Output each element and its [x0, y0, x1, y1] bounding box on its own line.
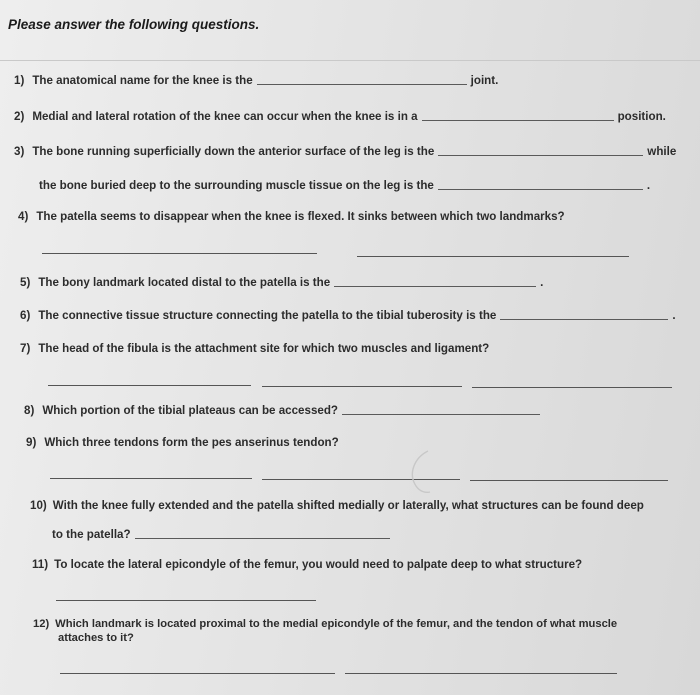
- answer-blank[interactable]: [257, 83, 467, 85]
- question-1: [14, 74, 498, 87]
- question-number: 5): [20, 276, 31, 289]
- question-11: [32, 558, 582, 571]
- question-number: 9): [26, 436, 37, 449]
- question-12-continued: [58, 632, 134, 644]
- answer-blank[interactable]: [60, 672, 335, 674]
- answer-blank[interactable]: [472, 386, 672, 388]
- question-number: 2): [14, 110, 25, 123]
- answer-blank[interactable]: [342, 413, 540, 415]
- question-text: the bone buried deep to the surrounding muscle tissue on the leg is the: [39, 179, 434, 192]
- answer-blank[interactable]: [135, 537, 390, 539]
- question-3: [14, 145, 676, 158]
- question-suffix: .: [672, 309, 676, 322]
- question-text: The connective tissue structure connecting the patella to the tibial tuberosity is the: [38, 309, 497, 322]
- page-header: Please answer the following questions.: [8, 17, 260, 32]
- question-6: [20, 309, 676, 322]
- question-10-continued: [52, 528, 394, 541]
- question-text: to the patella?: [52, 528, 131, 541]
- question-2: [14, 110, 666, 123]
- answer-blank[interactable]: [438, 154, 643, 156]
- question-10: [30, 499, 644, 512]
- answer-blank[interactable]: [56, 599, 316, 601]
- question-number: 3): [14, 145, 25, 158]
- answer-blank[interactable]: [48, 384, 251, 386]
- question-number: 7): [20, 342, 31, 355]
- question-12: [33, 618, 617, 630]
- question-text: Which portion of the tibial plateaus can be accessed?: [42, 404, 339, 417]
- answer-blank[interactable]: [50, 477, 252, 479]
- question-number: 11): [32, 558, 49, 571]
- question-5: [20, 276, 543, 289]
- answer-blank[interactable]: [438, 188, 643, 190]
- question-suffix: while: [647, 145, 677, 158]
- question-text: Medial and lateral rotation of the knee can occur when the knee is in a: [32, 110, 418, 123]
- question-7: [20, 342, 489, 355]
- question-text: With the knee fully extended and the patella shifted medially or laterally, what structures can be found deep: [52, 499, 644, 512]
- question-text: The bony landmark located distal to the patella is the: [38, 276, 331, 289]
- question-text: Which landmark is located proximal to the medial epicondyle of the femur, and the tendon of what muscle: [55, 618, 618, 630]
- question-number: 8): [24, 404, 35, 417]
- question-number: 4): [18, 210, 29, 223]
- answer-blank[interactable]: [470, 479, 668, 481]
- question-3-continued: [39, 179, 650, 192]
- question-suffix: joint.: [470, 74, 499, 87]
- answer-blank[interactable]: [357, 255, 629, 257]
- question-suffix: position.: [617, 110, 666, 123]
- question-number: 10): [30, 499, 47, 512]
- question-text: The bone running superficially down the anterior surface of the leg is the: [32, 145, 435, 158]
- question-text: Which three tendons form the pes anserinus tendon?: [44, 436, 339, 449]
- answer-blank[interactable]: [262, 385, 462, 387]
- question-text: To locate the lateral epicondyle of the femur, you would need to palpate deep to what structure?: [54, 558, 583, 571]
- question-text: The head of the fibula is the attachment site for which two muscles and ligament?: [38, 342, 490, 355]
- question-suffix: .: [646, 179, 651, 192]
- question-text: The anatomical name for the knee is the: [32, 74, 253, 87]
- pen-mark: [400, 448, 440, 496]
- answer-blank[interactable]: [42, 252, 317, 254]
- question-9: [26, 436, 339, 449]
- answer-blank[interactable]: [422, 119, 614, 121]
- answer-blank[interactable]: [500, 318, 668, 320]
- question-4: [18, 210, 565, 223]
- question-8: [24, 404, 544, 417]
- answer-blank[interactable]: [345, 672, 617, 674]
- question-number: 1): [14, 74, 25, 87]
- question-number: 6): [20, 309, 31, 322]
- question-text: The patella seems to disappear when the knee is flexed. It sinks between which two landmarks?: [36, 210, 565, 223]
- question-suffix: .: [540, 276, 544, 289]
- question-number: 12): [33, 618, 50, 630]
- answer-blank[interactable]: [334, 285, 536, 287]
- question-text: attaches to it?: [58, 632, 134, 644]
